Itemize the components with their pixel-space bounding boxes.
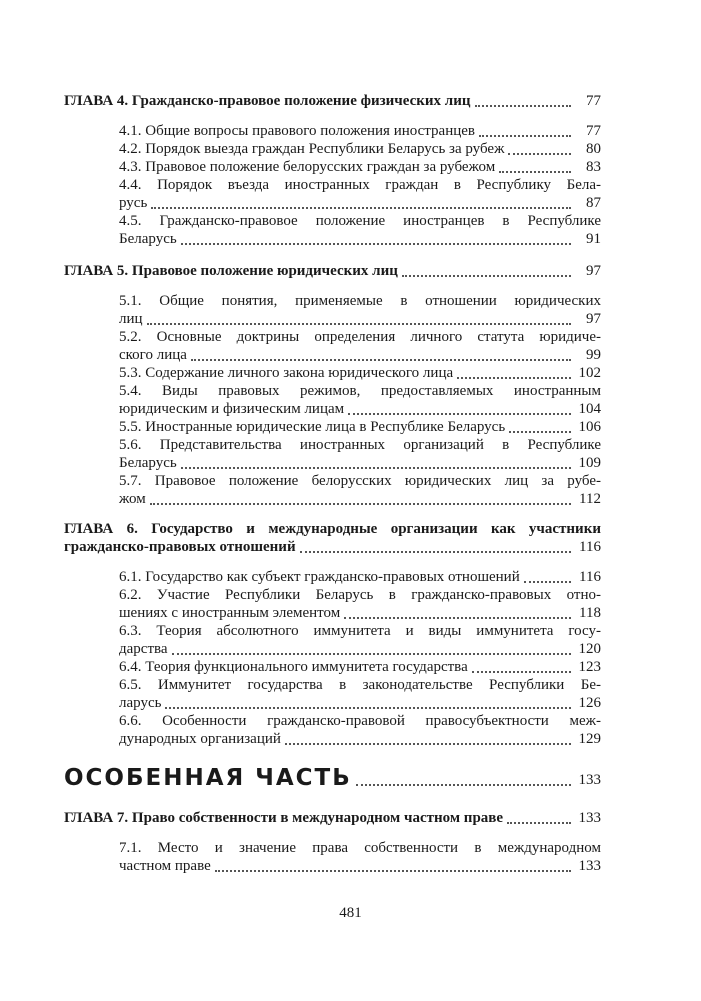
dot-leader	[172, 641, 571, 655]
entry-title-line2: дународных организаций	[119, 731, 281, 747]
entry-title-line1: 4.4. Порядок въезда иностранных граждан в Республику Бела-	[119, 177, 601, 193]
toc-entry	[64, 658, 601, 676]
page-ref: 77	[586, 93, 601, 109]
chapter-title-line1: ГЛАВА 6. Государство и международные организации как участники	[64, 521, 601, 537]
entry-title-line1: 6.3. Теория абсолютного иммунитета и виды иммунитета госу-	[119, 623, 601, 639]
dot-leader	[457, 365, 571, 379]
page-ref: 97	[586, 311, 601, 327]
entry-title-line2: юридическим и физическим лицам	[119, 401, 345, 417]
toc-chapter-5	[64, 262, 601, 280]
page-ref: 91	[586, 231, 601, 247]
entry-title-line2: дарства	[119, 641, 168, 657]
page-ref: 87	[586, 195, 601, 211]
toc-entry	[64, 586, 601, 622]
page-ref: 116	[579, 539, 601, 555]
page-ref: 112	[579, 491, 601, 507]
chapter-heading	[64, 262, 601, 280]
entry-title: 4.3. Правовое положение белорусских граждан за рубежом	[119, 159, 496, 175]
entry-title-line1: 5.6. Представительства иностранных организаций в Республике	[119, 437, 601, 453]
entry-title-line1: 7.1. Место и значение права собственности в международном	[119, 840, 601, 856]
dot-leader	[215, 858, 571, 872]
entry-title-line2: шениях с иностранным элементом	[119, 605, 341, 621]
entry-title-line1: 6.6. Особенности гражданско-правовой правосубъектности меж-	[119, 713, 601, 729]
chapter-heading	[64, 809, 601, 827]
dot-leader	[524, 569, 571, 583]
dot-leader	[181, 455, 571, 469]
toc-chapter-7	[64, 809, 601, 827]
entry-title-line2: ларусь	[119, 695, 162, 711]
entry-title: 6.4. Теория функционального иммунитета государства	[119, 659, 468, 675]
toc-special-part	[64, 764, 601, 792]
dot-leader	[509, 419, 571, 433]
page-ref: 106	[578, 419, 601, 435]
entry-title: 4.1. Общие вопросы правового положения иностранцев	[119, 123, 475, 139]
entry-title: 4.2. Порядок выезда граждан Республики Беларусь за рубеж	[119, 141, 505, 157]
page-ref: 133	[578, 810, 601, 826]
entry-title-line1: 5.7. Правовое положение белорусских юридических лиц за рубе-	[119, 473, 601, 489]
part-heading	[64, 764, 601, 792]
dot-leader	[165, 695, 571, 709]
page-ref: 104	[578, 401, 601, 417]
toc-section-list	[64, 122, 601, 248]
toc-entry	[64, 122, 601, 140]
dot-leader	[147, 311, 571, 325]
dot-leader	[507, 810, 571, 824]
page-ref: 129	[578, 731, 601, 747]
page-ref: 133	[578, 772, 601, 788]
toc-entry	[64, 568, 601, 586]
toc-entry	[64, 436, 601, 472]
entry-title-line2: Беларусь	[119, 455, 177, 471]
chapter-title: ГЛАВА 5. Правовое положение юридических лиц	[64, 263, 398, 279]
dot-leader	[499, 159, 571, 173]
page-ref: 83	[586, 159, 601, 175]
entry-title-line1: 6.5. Иммунитет государства в законодательстве Республики Бе-	[119, 677, 601, 693]
dot-leader	[348, 401, 571, 415]
part-title: ОСОБЕННАЯ ЧАСТЬ	[64, 765, 352, 791]
entry-title-line1: 5.4. Виды правовых режимов, предоставляемых иностранным	[119, 383, 601, 399]
chapter-title-line2: гражданско-правовых отношений	[64, 539, 296, 555]
dot-leader	[472, 659, 571, 673]
entry-title: 5.5. Иностранные юридические лица в Республике Беларусь	[119, 419, 506, 435]
page-ref: 120	[578, 641, 601, 657]
entry-title-line1: 5.2. Основные доктрины определения личного статута юридиче-	[119, 329, 601, 345]
toc-section-list	[64, 292, 601, 508]
chapter-title: ГЛАВА 4. Гражданско-правовое положение физических лиц	[64, 93, 471, 109]
entry-title-line1: 5.1. Общие понятия, применяемые в отношении юридических	[119, 293, 601, 309]
page-ref: 109	[578, 455, 601, 471]
toc-entry	[64, 176, 601, 212]
dot-leader	[475, 93, 572, 107]
page-ref: 99	[586, 347, 601, 363]
page-ref: 123	[578, 659, 601, 675]
dot-leader	[191, 347, 571, 361]
page-ref: 133	[578, 858, 601, 874]
toc-entry	[64, 472, 601, 508]
entry-title-line2: частном праве	[119, 858, 211, 874]
toc-entry	[64, 328, 601, 364]
dot-leader	[300, 539, 571, 553]
dot-leader	[402, 263, 571, 277]
toc-entry	[64, 676, 601, 712]
dot-leader	[508, 141, 571, 155]
toc-chapter-4	[64, 92, 601, 110]
dot-leader	[344, 605, 571, 619]
entry-title-line2: жом	[119, 491, 146, 507]
toc-entry	[64, 622, 601, 658]
entry-title-line1: 6.2. Участие Республики Беларусь в гражданско-правовых отно-	[119, 587, 601, 603]
entry-title: 6.1. Государство как субъект гражданско-правовых отношений	[119, 569, 520, 585]
toc-chapter-6	[64, 520, 601, 556]
entry-title-line2: лиц	[119, 311, 143, 327]
chapter-title: ГЛАВА 7. Право собственности в международном частном праве	[64, 810, 504, 826]
page-ref: 118	[579, 605, 601, 621]
page-ref: 116	[579, 569, 601, 585]
dot-leader	[181, 231, 571, 245]
page-ref: 80	[586, 141, 601, 157]
dot-leader	[151, 195, 571, 209]
dot-leader	[285, 731, 571, 745]
dot-leader	[150, 491, 571, 505]
toc-entry	[64, 212, 601, 248]
toc-section-list	[64, 839, 601, 875]
entry-title-line2: русь	[119, 195, 148, 211]
toc-section-list	[64, 568, 601, 748]
page-ref: 102	[578, 365, 601, 381]
toc-entry	[64, 839, 601, 875]
toc-entry	[64, 364, 601, 382]
entry-title-line1: 4.5. Гражданско-правовое положение иностранцев в Республике	[119, 213, 601, 229]
toc-entry	[64, 158, 601, 176]
page-ref: 77	[586, 123, 601, 139]
toc-entry	[64, 712, 601, 748]
entry-title-line2: Беларусь	[119, 231, 177, 247]
dot-leader	[356, 772, 571, 786]
dot-leader	[479, 123, 571, 137]
toc-entry	[64, 418, 601, 436]
toc-entry	[64, 292, 601, 328]
toc-entry	[64, 382, 601, 418]
page-number: 481	[339, 905, 362, 921]
entry-title: 5.3. Содержание личного закона юридического лица	[119, 365, 454, 381]
chapter-heading	[64, 520, 601, 556]
page-ref: 126	[578, 695, 601, 711]
entry-title-line2: ского лица	[119, 347, 187, 363]
page-ref: 97	[586, 263, 601, 279]
chapter-heading	[64, 92, 601, 110]
toc-entry	[64, 140, 601, 158]
